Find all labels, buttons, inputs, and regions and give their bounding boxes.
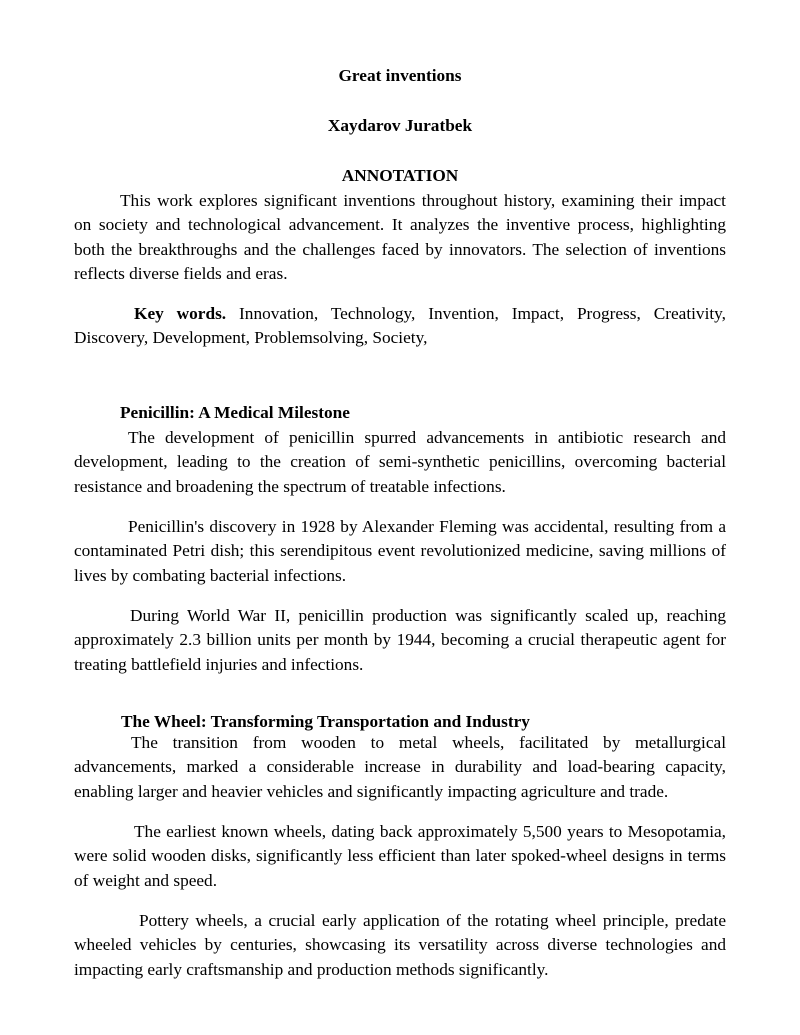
annotation-heading: ANNOTATION — [341, 166, 459, 185]
section-heading-penicillin: Penicillin: A Medical Milestone — [120, 403, 350, 422]
annotation-text: This work explores significant inventions throughout history, examining their impact on society and technological advancement. It analyzes the inventive process, highlighting both the breakthroughs and the challenges faced by innovators. The selection of inventions reflects diverse fields and eras. — [74, 191, 726, 283]
document-author: Xaydarov Juratbek — [327, 116, 473, 135]
section-paragraph: The development of penicillin spurred advancements in antibiotic research and development, leading to the creation of semi-synthetic penicillins, overcoming bacterial resistance and broadening the spectrum of treatable infections. — [74, 428, 726, 496]
keywords-paragraph — [74, 302, 726, 351]
section-paragraph: Penicillin's discovery in 1928 by Alexander Fleming was accidental, resulting from a contaminated Petri dish; this serendipitous event revolutionized medicine, saving millions of lives by combating bacterial infections. — [74, 517, 726, 585]
keywords-text: Innovation, Technology, Invention, Impact, Progress, Creativity, Discovery, Development, Problemsolving, Society, — [74, 304, 727, 348]
section-paragraph: During World War II, penicillin production was significantly scaled up, reaching approximately 2.3 billion units per month by 1944, becoming a crucial therapeutic agent for treating battlefield injuries and infections. — [74, 606, 726, 674]
section-paragraph: The transition from wooden to metal wheels, facilitated by metallurgical advancements, marked a considerable increase in durability and load-bearing capacity, enabling larger and heavier vehicles and significantly impacting agriculture and trade. — [74, 733, 726, 801]
document-title: Great inventions — [338, 66, 462, 85]
section-paragraph: The earliest known wheels, dating back approximately 5,500 years to Mesopotamia, were solid wooden disks, significantly less efficient than later spoked-wheel designs in terms of weight and speed. — [74, 822, 726, 890]
keywords-label: Key words. — [134, 304, 227, 323]
section-heading-wheel: The Wheel: Transforming Transportation and Industry — [121, 712, 530, 731]
section-paragraph: Pottery wheels, a crucial early application of the rotating wheel principle, predate wheeled vehicles by centuries, showcasing its versatility across diverse technologies and impacting early craftsmanship and production methods significantly. — [74, 911, 726, 979]
